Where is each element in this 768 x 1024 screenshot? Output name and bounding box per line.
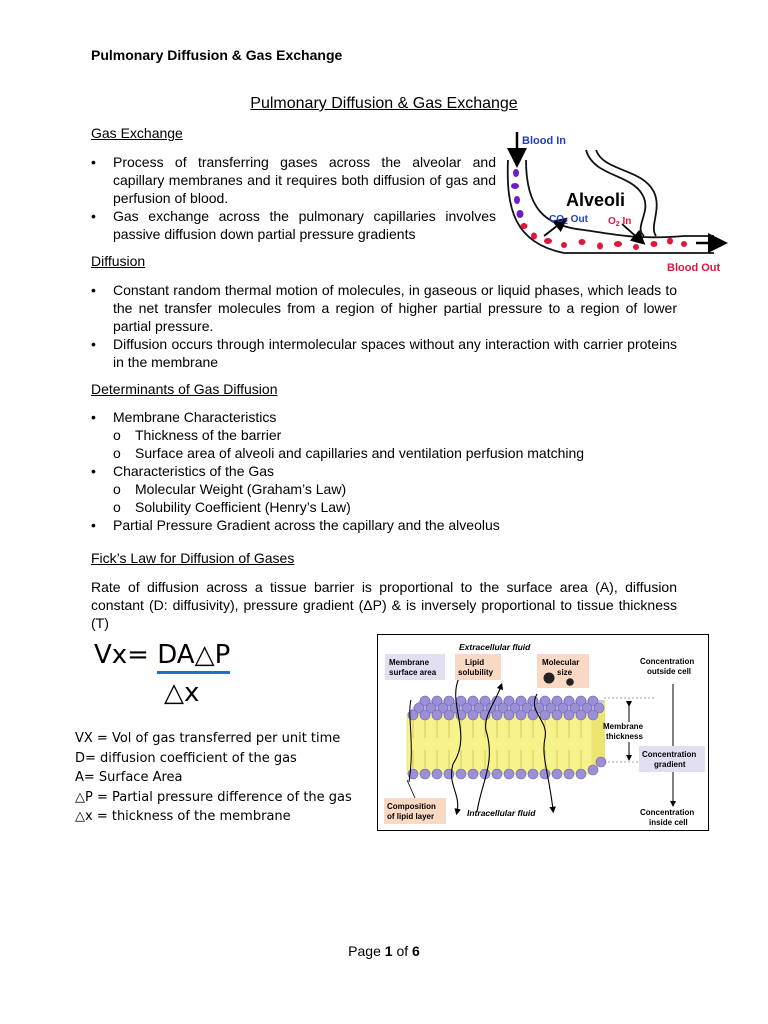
alveoli-label: Alveoli	[566, 190, 626, 210]
list-item: • Diffusion occurs through intermolecular spaces without any interaction with carrier proteins in the membrane	[91, 336, 677, 370]
conc-outside-label-1: Concentration	[640, 657, 695, 666]
list-item: • Gas exchange across the pulmonary capillaries involves passive diffusion down partial pressure gradients	[91, 208, 496, 242]
intracellular-label: Intracellular fluid	[467, 808, 536, 818]
list-item: • Process of transferring gases across the alveolar and capillary membranes and it requires both diffusion of gas and perfusion of blood.	[91, 154, 496, 206]
composition-label-2: of lipid layer	[387, 812, 435, 821]
heading-determinants: Determinants of Gas Diffusion	[91, 381, 278, 397]
thickness-label-1: Membrane	[603, 722, 644, 731]
blood-out-label: Blood Out	[667, 262, 721, 274]
legend-line: △x = thickness of the membrane	[75, 809, 291, 824]
blood-in-label: Blood In	[522, 135, 566, 147]
conc-outside-label-2: outside cell	[647, 667, 692, 676]
extracellular-label: Extracellular fluid	[459, 642, 531, 652]
page-footer: Page 1 of 6	[348, 943, 420, 959]
list-item: • Membrane Characteristics o Thickness of the barrier o Surface area of alveoli and capillaries and ventilation perfusion matching	[91, 408, 677, 462]
lipid-solubility-label-2: solubility	[458, 668, 494, 677]
total-pages: 6	[412, 943, 420, 959]
membrane-figure	[377, 634, 709, 831]
conc-inside-label-2: inside cell	[649, 818, 688, 827]
surface-area-label-1: Membrane	[389, 658, 430, 667]
diffusion-list	[91, 281, 677, 371]
ficks-law-paragraph: Rate of diffusion across a tissue barrier is proportional to the surface area (A), diffusion constant (D: diffusivity), pressure gradient (ΔP) & is inversely proportional to tissue thickness (T)	[91, 579, 677, 631]
list-item: • Characteristics of the Gas o Molecular Weight (Graham’s Law) o Solubility Coefficient (Henry’s Law)	[91, 462, 677, 516]
legend-line: A= Surface Area	[75, 770, 183, 785]
formula-numerator: DA△P	[157, 640, 230, 674]
molecular-size-label-2: size	[557, 668, 573, 677]
molecular-size-label-1: Molecular	[542, 658, 580, 667]
legend-line: VX = Vol of gas transferred per unit time	[75, 731, 341, 746]
thickness-label-2: thickness	[606, 732, 643, 741]
composition-label-1: Composition	[387, 802, 436, 811]
co2-out-label: $CO_2$ Out	[549, 214, 588, 226]
current-page-number: 1	[384, 943, 393, 959]
heading-gas-exchange: Gas Exchange	[91, 125, 183, 141]
formula-lhs: Vx=	[94, 640, 158, 670]
alveoli-figure	[504, 128, 732, 278]
surface-area-label-2: surface area	[389, 668, 437, 677]
formula-legend	[75, 729, 352, 827]
conc-gradient-label-2: gradient	[654, 760, 686, 769]
sub-list-item: o Surface area of alveoli and capillaries and ventilation perfusion matching	[113, 445, 585, 461]
sub-list	[113, 480, 677, 516]
o2-in-label: $O_2$ In	[608, 216, 632, 228]
list-item: • Partial Pressure Gradient across the capillary and the alveolus	[91, 517, 500, 533]
legend-line: D= diffusion coefficient of the gas	[75, 750, 297, 766]
gas-exchange-list	[91, 153, 496, 243]
heading-diffusion: Diffusion	[91, 253, 146, 269]
legend-line: △P = Partial pressure difference of the gas	[75, 789, 352, 805]
lipid-bilayer	[407, 696, 606, 779]
sub-list	[113, 426, 677, 462]
heading-ficks-law: Fick’s Law for Diffusion of Gases	[91, 550, 295, 566]
fick-formula	[94, 638, 230, 708]
formula-denominator: △x	[164, 678, 200, 708]
sub-list-item: o Thickness of the barrier	[113, 427, 282, 443]
list-item: • Constant random thermal motion of molecules, in gaseous or liquid phases, which leads to the net transfer molecules from a region of higher partial pressure to a region of lower partial pressure.	[91, 282, 677, 334]
bilayer-front-face	[407, 714, 592, 774]
large-molecule	[544, 673, 555, 684]
conc-inside-label-1: Concentration	[640, 808, 695, 817]
conc-gradient-label-1: Concentration	[642, 750, 697, 759]
running-header: Pulmonary Diffusion & Gas Exchange	[91, 47, 343, 63]
sub-list-item: o Molecular Weight (Graham’s Law)	[113, 481, 347, 497]
small-molecule	[566, 678, 574, 686]
determinants-list	[91, 408, 677, 534]
page-title: Pulmonary Diffusion & Gas Exchange	[250, 95, 518, 112]
sub-list-item: o Solubility Coefficient (Henry’s Law)	[113, 499, 351, 515]
lipid-solubility-label-1: Lipid	[465, 658, 485, 667]
